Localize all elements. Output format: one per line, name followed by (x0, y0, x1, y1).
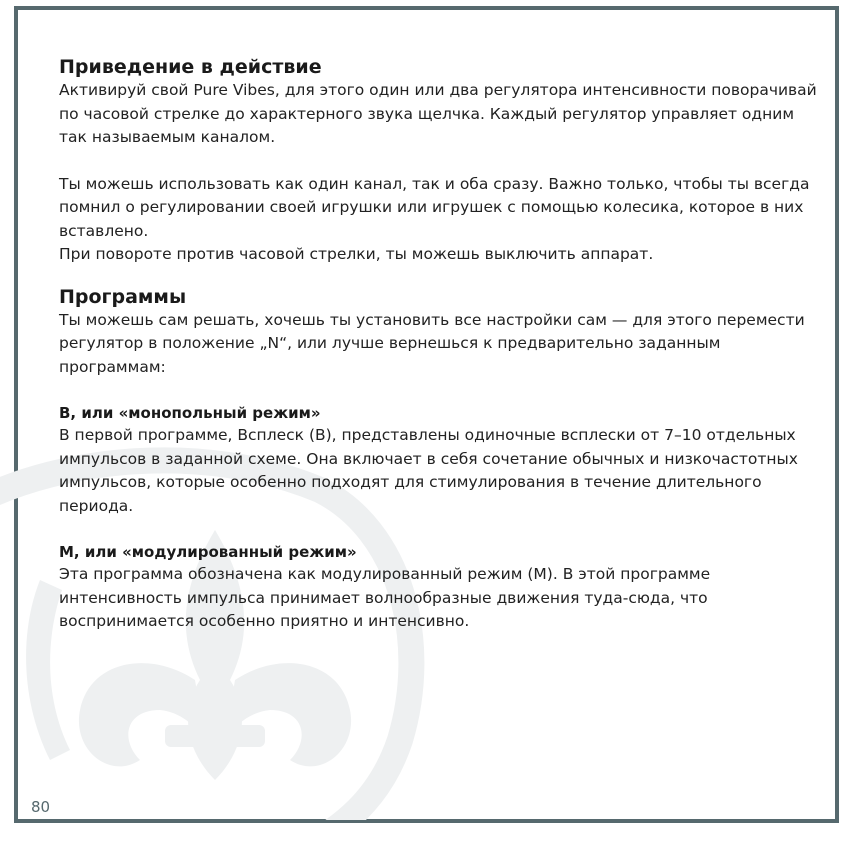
paragraph: Ты можешь сам решать, хочешь ты установить все настройки сам — для этого перемести регулятор в положение „N“, или лучше вернешься к предварительно заданным программам: (59, 310, 805, 376)
paragraph: При повороте против часовой стрелки, ты можешь выключить аппарат. (59, 245, 654, 263)
content (59, 55, 819, 634)
paragraph: Ты можешь использовать как один канал, так и оба сразу. Важно только, чтобы ты всегда помнил о регулировании своей игрушки или игрушек с помощью колесика, которое в них вставлено. (59, 174, 810, 240)
page-number: 80 (31, 798, 51, 816)
subheading-program-b: B, или «монопольный режим» (59, 404, 321, 422)
subheading-program-m: M, или «модулированный режим» (59, 543, 357, 561)
section-heading-programs: Программы (59, 285, 187, 308)
paragraph: Активируй свой Pure Vibes, для этого один или два регулятора интенсивности поворачивай по часовой стрелке до характерного звука щелчка. Каждый регулятор управляет одним так называемым каналом. (59, 81, 817, 146)
paragraph: В первой программе, Всплеск (B), представлены одиночные всплески от 7–10 отдельных импульсов в заданной схеме. Она включает в себя сочетание обычных и низкочастотных импульсов, которые особенно подходят для стимулирования в течение длительного периода. (59, 426, 798, 515)
section-heading-activation: Приведение в действие (59, 56, 322, 78)
paragraph: Эта программа обозначена как модулированный режим (M). В этой программе интенсивность импульса принимает волнообразные движения туда-сюда, что воспринимается особенно приятно и интенсивно. (59, 565, 711, 630)
